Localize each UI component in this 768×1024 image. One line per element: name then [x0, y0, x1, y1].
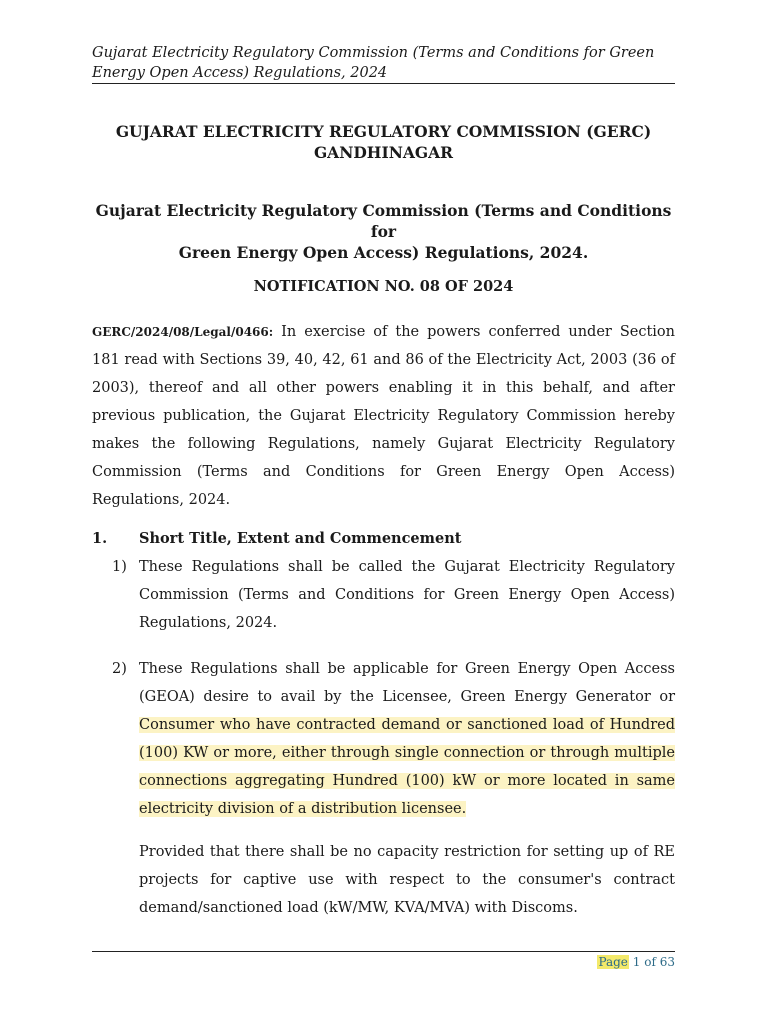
org-title-line-1: GUJARAT ELECTRICITY REGULATORY COMMISSION (GERC) — [115, 122, 652, 141]
notification-number: NOTIFICATION NO. 08 OF 2024 — [253, 278, 514, 295]
list-item-number: 2) — [112, 661, 127, 677]
of-label: of — [644, 955, 656, 969]
page-label: Page — [598, 955, 628, 969]
regulation-title-line-1: Gujarat Electricity Regulatory Commission (Terms and Conditions for — [95, 201, 672, 241]
page-number: 1 — [632, 955, 641, 969]
preamble-text: In exercise of the powers conferred under Section 181 read with Sections 39, 40, 42, 61 and 86 of the Electricity Act, 2003 (36 of 2003), thereof and all other powers enabling it in this behalf, and after previous publication, the Gujarat Electricity Regulatory Commission hereby makes the following Regulations, namely Gujarat Electricity Regulatory Commission (Terms and Conditions for Green Energy Open Access) Regulations, 2024. — [92, 324, 675, 508]
list-item-text: These Regulations shall be called the Gujarat Electricity Regulatory Commission (Terms and Conditions for Green Energy Open Access) Regulations, 2024. — [139, 559, 675, 631]
preamble-paragraph — [92, 318, 675, 514]
section-title: Short Title, Extent and Commencement — [139, 530, 462, 547]
running-header: Gujarat Electricity Regulatory Commission (Terms and Conditions for Green Energy Open Access) Regulations, 2024 — [92, 45, 655, 81]
list-item — [92, 655, 675, 823]
regulation-title-line-2: Green Energy Open Access) Regulations, 2024. — [178, 243, 589, 262]
header-divider — [92, 83, 675, 84]
regulation-title — [92, 200, 675, 263]
footer-divider — [92, 951, 675, 952]
list-item — [92, 553, 675, 637]
section-heading — [92, 527, 675, 551]
list-item-number: 1) — [112, 559, 127, 575]
list-item-text-plain: These Regulations shall be applicable for Green Energy Open Access (GEOA) desire to avail by the Licensee, Green Energy Generator or — [139, 661, 675, 705]
highlighted-text: Consumer who have contracted demand or sanctioned load of Hundred (100) KW or more, either through single connection or through multiple connections aggregating Hundred (100) kW or more located in same electricity division of a distribution licensee. — [139, 717, 675, 817]
proviso-paragraph: Provided that there shall be no capacity restriction for setting up of RE projects for captive use with respect to the consumer's contract demand/sanctioned load (kW/MW, KVA/MVA) with Discoms. — [139, 844, 675, 916]
document-page — [92, 0, 675, 1024]
list-item-text — [139, 655, 675, 823]
org-title-line-2: GANDHINAGAR — [313, 143, 454, 162]
organization-title — [92, 121, 675, 163]
page-footer — [597, 953, 675, 971]
total-pages: 63 — [659, 955, 675, 969]
reference-code: GERC/2024/08/Legal/0466: — [92, 325, 274, 339]
section-number: 1. — [92, 530, 108, 547]
